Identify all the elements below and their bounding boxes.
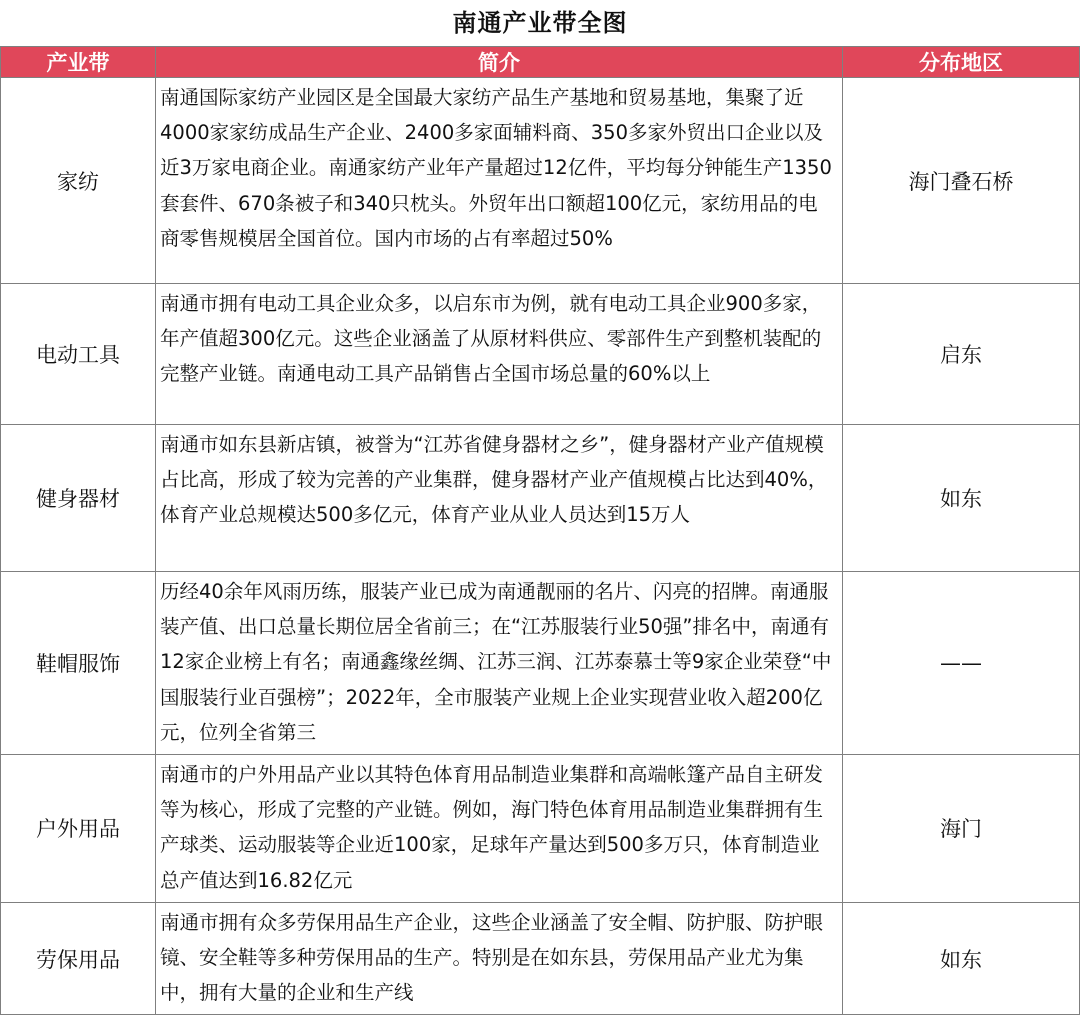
table-header-row xyxy=(1,47,1080,78)
table-row xyxy=(1,284,1080,425)
intro-cell: 历经40余年风雨历练，服装产业已成为南通靓丽的名片、闪亮的招牌。南通服装产值、出口总量长期位居全省前三；在“江苏服装行业50强”排名中，南通有12家企业榜上有名；南通鑫缘丝绸、江苏三润、江苏泰慕士等9家企业荣登“中国服装行业百强榜”；2022年，全市服装产业规上企业实现营业收入超200亿元，位列全省第三 xyxy=(156,572,843,755)
table-row xyxy=(1,902,1080,1015)
header-intro: 简介 xyxy=(156,47,843,78)
industry-cell: 劳保用品 xyxy=(1,902,156,1015)
table-row xyxy=(1,572,1080,755)
region-cell: 海门叠石桥 xyxy=(843,78,1080,284)
table-row xyxy=(1,755,1080,903)
intro-cell: 南通国际家纺产业园区是全国最大家纺产品生产基地和贸易基地，集聚了近4000家家纺成品生产企业、2400多家面辅料商、350多家外贸出口企业以及近3万家电商企业。南通家纺产业年产量超过12亿件，平均每分钟能生产1350套套件、670条被子和340只枕头。外贸年出口额超100亿元，家纺用品的电商零售规模居全国首位。国内市场的占有率超过50% xyxy=(156,78,843,284)
table-row xyxy=(1,425,1080,572)
intro-cell: 南通市拥有众多劳保用品生产企业，这些企业涵盖了安全帽、防护服、防护眼镜、安全鞋等多种劳保用品的生产。特别是在如东县，劳保用品产业尤为集中，拥有大量的企业和生产线 xyxy=(156,902,843,1015)
region-cell: 启东 xyxy=(843,284,1080,425)
region-cell: 如东 xyxy=(843,902,1080,1015)
intro-cell: 南通市的户外用品产业以其特色体育用品制造业集群和高端帐篷产品自主研发等为核心，形成了完整的产业链。例如，海门特色体育用品制造业集群拥有生产球类、运动服装等企业近100家，足球年产量达到500多万只，体育制造业总产值达到16.82亿元 xyxy=(156,755,843,903)
industry-cell: 家纺 xyxy=(1,78,156,284)
industry-cell: 健身器材 xyxy=(1,425,156,572)
region-cell: —— xyxy=(843,572,1080,755)
region-cell: 海门 xyxy=(843,755,1080,903)
industry-cell: 鞋帽服饰 xyxy=(1,572,156,755)
industry-table xyxy=(0,46,1080,1015)
header-region: 分布地区 xyxy=(843,47,1080,78)
industry-cell: 电动工具 xyxy=(1,284,156,425)
page-title: 南通产业带全图 xyxy=(452,9,628,37)
region-cell: 如东 xyxy=(843,425,1080,572)
intro-cell: 南通市拥有电动工具企业众多，以启东市为例，就有电动工具企业900多家，年产值超300亿元。这些企业涵盖了从原材料供应、零部件生产到整机装配的完整产业链。南通电动工具产品销售占全国市场总量的60%以上 xyxy=(156,284,843,425)
table-row xyxy=(1,78,1080,284)
header-industry: 产业带 xyxy=(1,47,156,78)
intro-cell: 南通市如东县新店镇，被誉为“江苏省健身器材之乡”，健身器材产业产值规模占比高，形成了较为完善的产业集群，健身器材产业产值规模占比达到40%，体育产业总规模达500多亿元，体育产业从业人员达到15万人 xyxy=(156,425,843,572)
industry-cell: 户外用品 xyxy=(1,755,156,903)
